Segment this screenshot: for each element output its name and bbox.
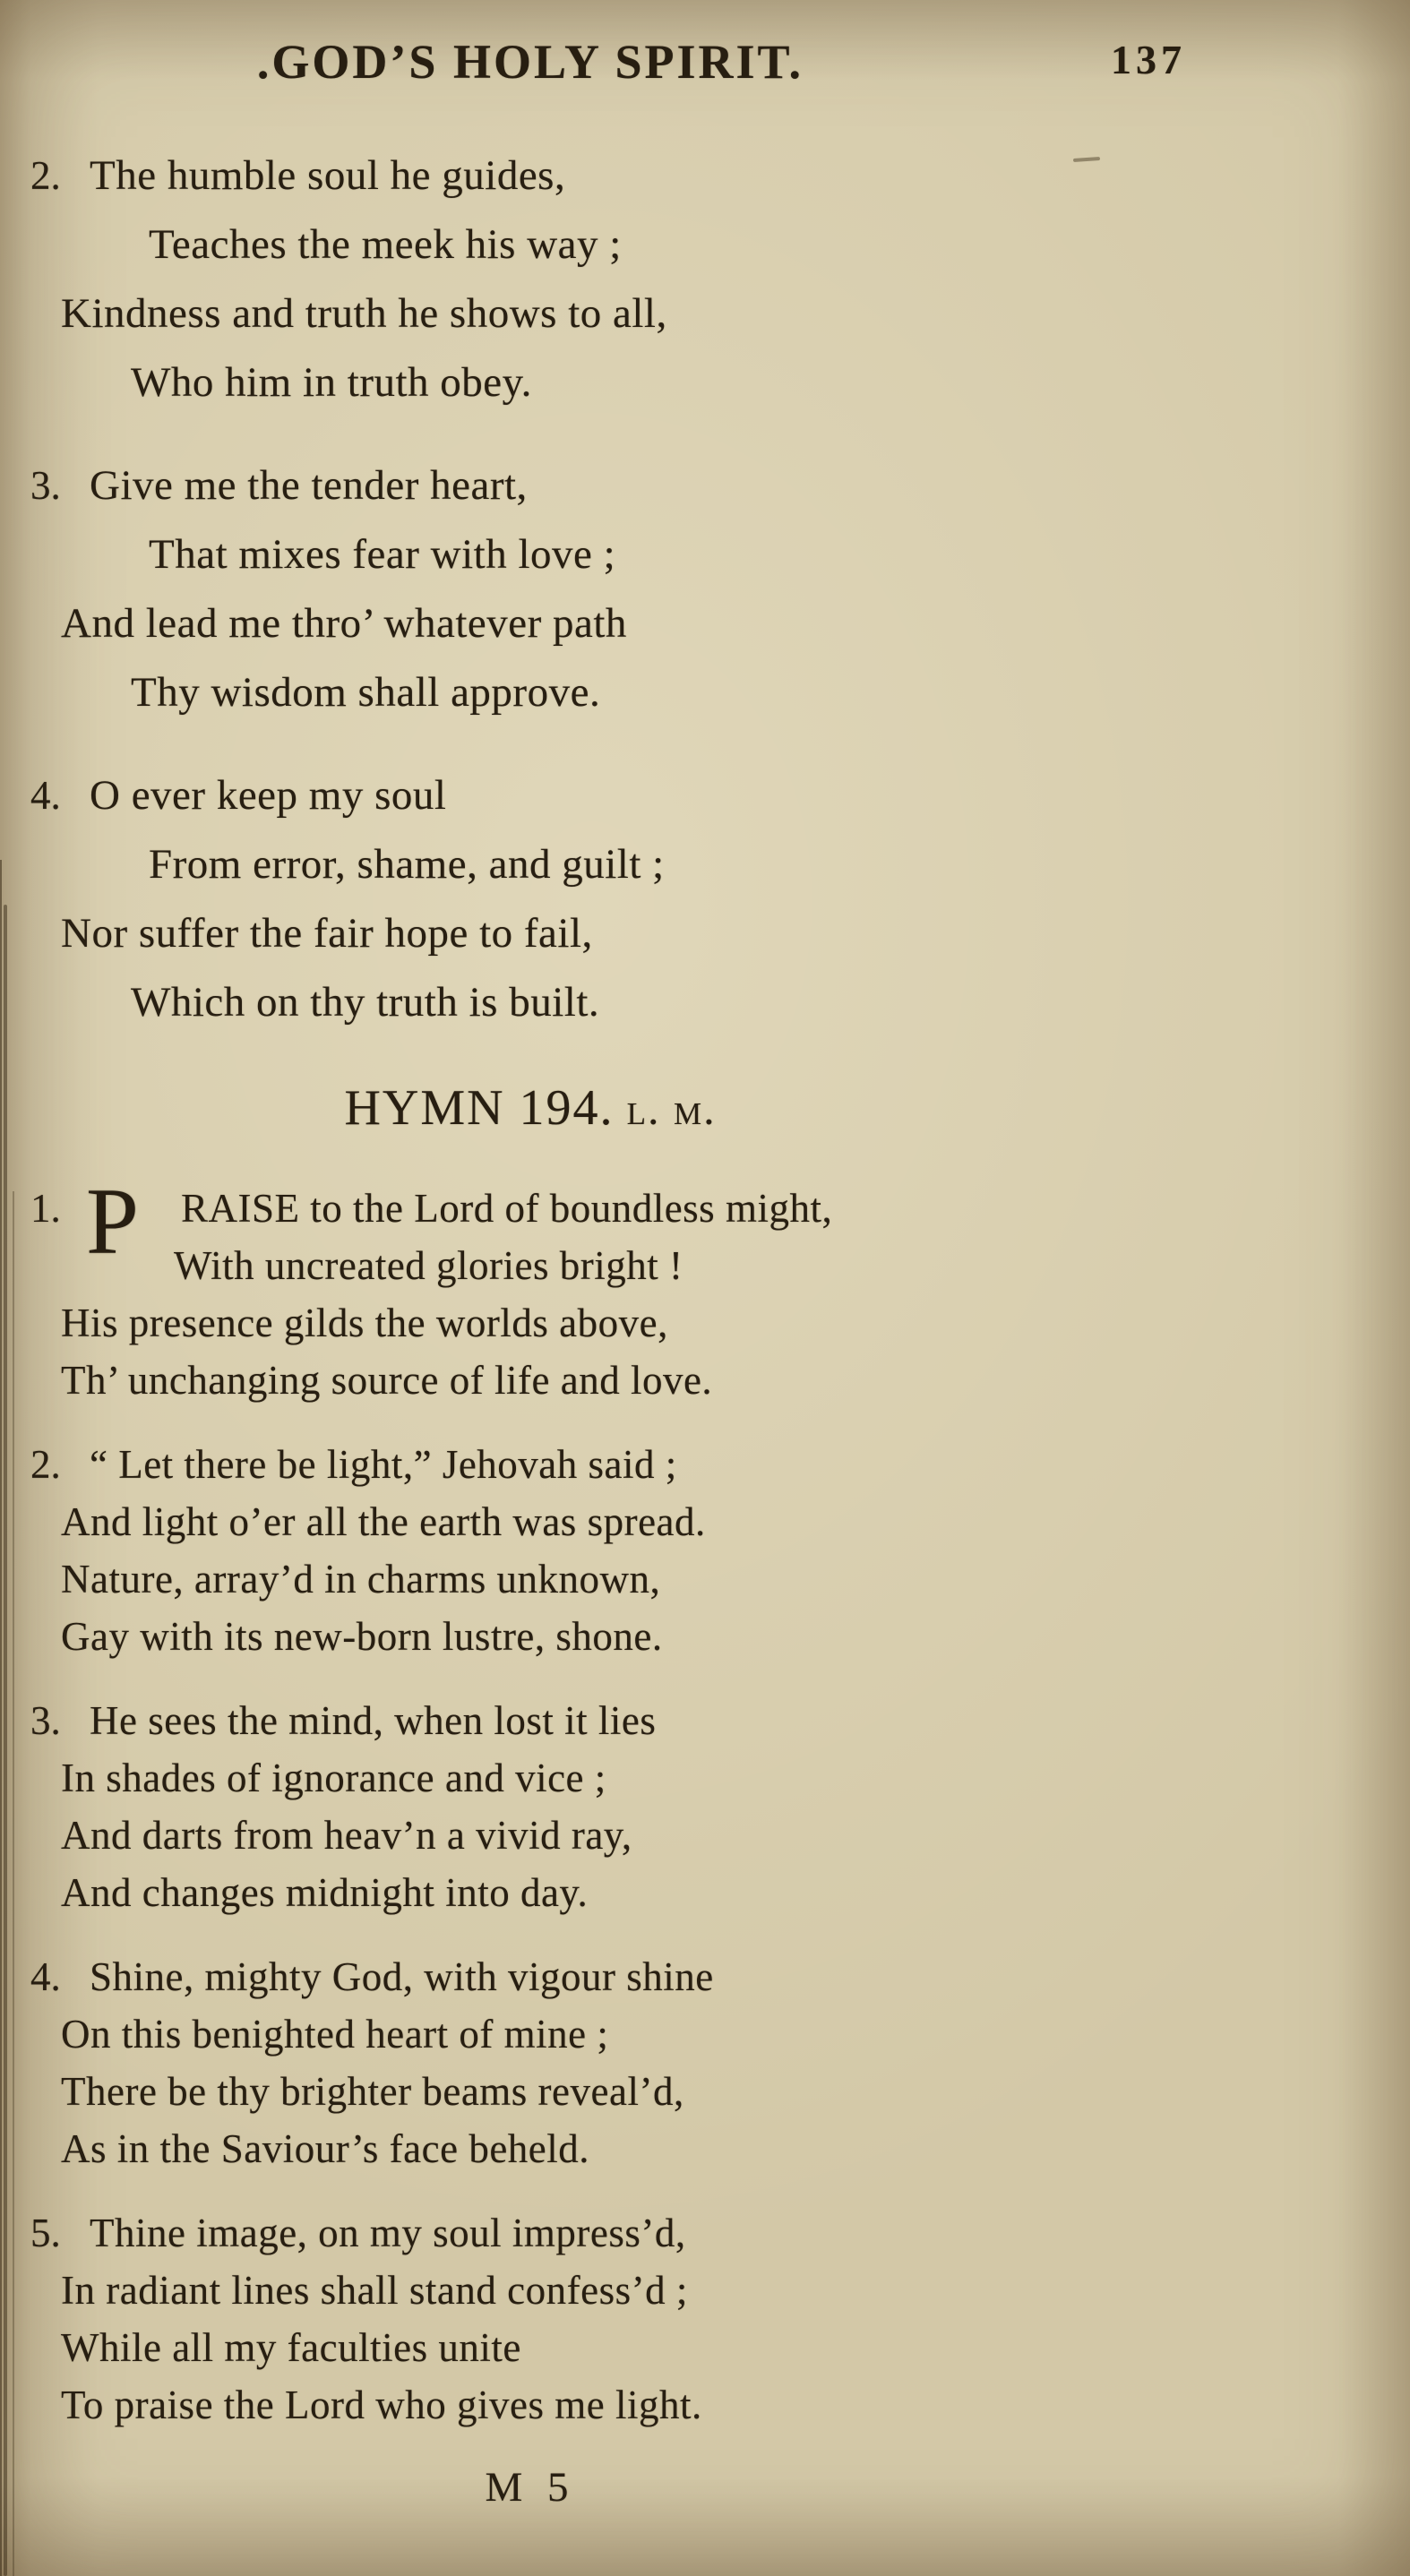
page-footer	[30, 2460, 1030, 2514]
hymn-verse	[30, 142, 1303, 417]
verse-number: 3.	[30, 463, 61, 508]
verse-line: The humble soul he guides,	[90, 152, 566, 199]
hymn-verse	[30, 2204, 1303, 2434]
verse-line: Nor suffer the fair hope to fail,	[61, 910, 593, 957]
verse-number: 2.	[30, 1442, 61, 1487]
verse-line: Teaches the meek his way ;	[149, 221, 622, 268]
verse-line: In radiant lines shall stand confess’d ;	[61, 2268, 688, 2313]
hymn-verse	[30, 451, 1303, 727]
verse-line: Who him in truth obey.	[131, 359, 532, 406]
verse-line: “ Let there be light,” Jehovah said ;	[90, 1442, 677, 1487]
page-title: .GOD’S HOLY SPIRIT.	[256, 35, 804, 89]
verse-line: That mixes fear with love ;	[149, 531, 616, 578]
page-edge-line	[13, 1191, 14, 2576]
drop-cap: P	[86, 1169, 139, 1274]
hymn-verse	[30, 1692, 1303, 1921]
verse-line: He sees the mind, when lost it lies	[90, 1698, 657, 1743]
hymn-meter: l. m.	[626, 1084, 717, 1134]
verse-line: And light o’er all the earth was spread.	[61, 1499, 706, 1544]
verse-line: Gay with its new-born lustre, shone.	[61, 1614, 663, 1659]
verse-line: There be thy brighter beams reveal’d,	[61, 2069, 684, 2114]
verse-line: And darts from heav’n a vivid ray,	[61, 1813, 632, 1858]
verse-line: RAISE to the Lord of boundless might,	[181, 1186, 833, 1231]
verse-line: Thy wisdom shall approve.	[131, 669, 601, 716]
hymn-verse	[30, 1948, 1303, 2177]
verse-line: His presence gilds the worlds above,	[61, 1301, 668, 1345]
hymn-verse	[30, 1436, 1303, 1665]
verse-number: 4.	[30, 1954, 61, 1999]
printer-signature: M 5	[485, 2464, 576, 2511]
page-number: 137	[1111, 37, 1186, 82]
verse-line: Shine, mighty God, with vigour shine	[90, 1954, 714, 1999]
verse-line: And lead me thro’ whatever path	[61, 600, 627, 647]
verse-line: Which on thy truth is built.	[131, 979, 600, 1026]
verse-line: On this benighted heart of mine ;	[61, 2012, 609, 2057]
verse-line: Thine image, on my soul impress’d,	[90, 2211, 686, 2255]
hymn-continued-section	[30, 142, 1303, 1037]
verse-line: Th’ unchanging source of life and love.	[61, 1358, 713, 1403]
verse-line: While all my faculties unite	[61, 2325, 521, 2370]
verse-line: Give me the tender heart,	[90, 462, 528, 509]
verse-line: O ever keep my soul	[90, 772, 447, 819]
verse-line: In shades of ignorance and vice ;	[61, 1756, 606, 1800]
hymn-verse	[30, 761, 1303, 1037]
verse-line: And changes midnight into day.	[61, 1870, 589, 1915]
hymn-verse	[30, 1169, 1303, 1409]
verse-number: 4.	[30, 773, 61, 818]
hymn-194-section	[30, 1169, 1303, 2434]
verse-line: To praise the Lord who gives me light.	[61, 2383, 702, 2427]
hymn-number: HYMN 194.	[344, 1080, 615, 1136]
hymn-heading	[30, 1075, 1030, 1142]
verse-number: 5.	[30, 2211, 61, 2255]
verse-number: 3.	[30, 1698, 61, 1743]
page-edge-line	[4, 905, 7, 2576]
verse-line: With uncreated glories bright !	[174, 1243, 684, 1288]
verse-number: 2.	[30, 153, 61, 198]
verse-line: Kindness and truth he shows to all,	[61, 290, 667, 337]
verse-number: 1.	[30, 1186, 61, 1231]
verse-line: Nature, array’d in charms unknown,	[61, 1557, 661, 1601]
verse-line: From error, shame, and guilt ;	[149, 841, 665, 888]
verse-line: As in the Saviour’s face beheld.	[61, 2126, 590, 2171]
running-header	[30, 30, 1030, 93]
page-edge-line	[0, 860, 2, 2576]
